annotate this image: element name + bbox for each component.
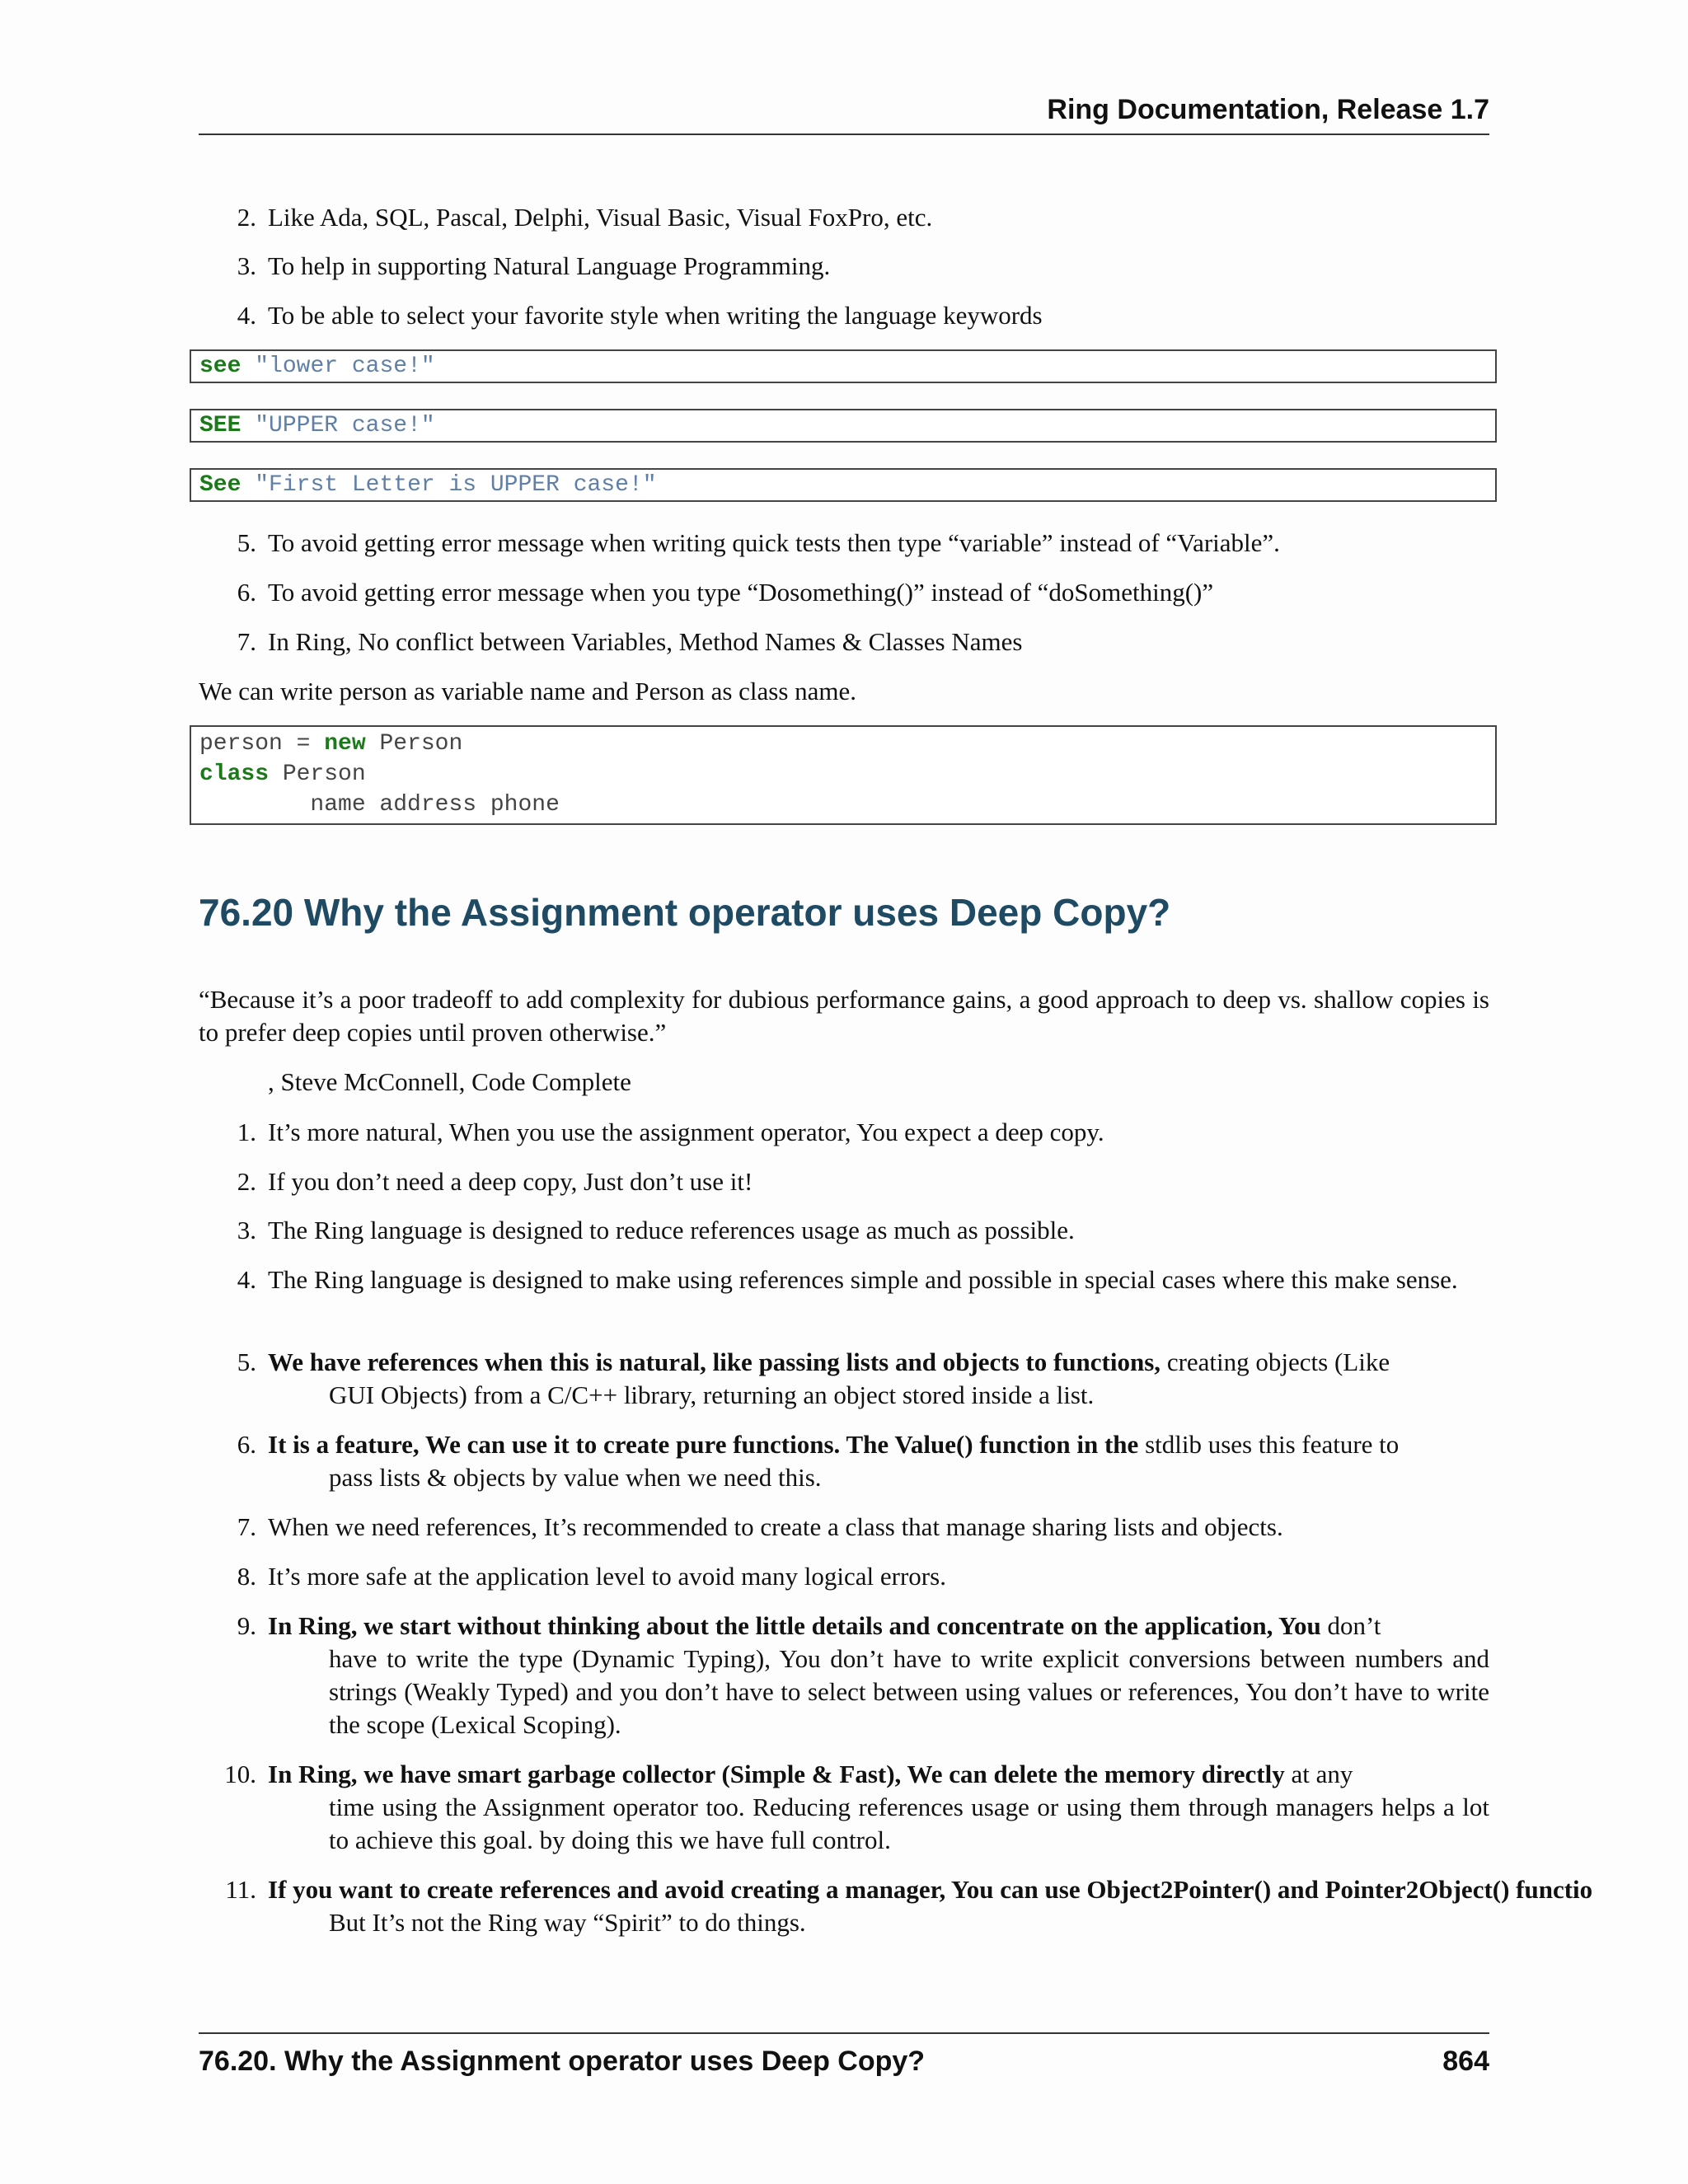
list-item-text: It’s more safe at the application level to avoid many logical errors. bbox=[268, 1562, 946, 1591]
code-keyword: See bbox=[199, 472, 241, 498]
list-item-text: When we need references, It’s recommended to create a class that manage sharing lists and objects. bbox=[268, 1512, 1283, 1541]
code-text: Person bbox=[365, 731, 463, 757]
list-item-text: stdlib uses this feature to bbox=[1138, 1430, 1400, 1459]
list-item-number: 4. bbox=[237, 1265, 256, 1294]
code-text: person = bbox=[199, 731, 325, 757]
code-keyword: class bbox=[199, 762, 270, 787]
code-text: Person bbox=[269, 762, 366, 787]
list-item-number: 7. bbox=[237, 627, 256, 656]
list-item-bold-text: We have references when this is natural, like passing lists and objects to functions, bbox=[268, 1347, 1161, 1376]
list-item-text: If you don’t need a deep copy, Just don’t use it! bbox=[268, 1167, 753, 1196]
paragraph: We can write person as variable name and Person as class name. bbox=[199, 677, 857, 705]
list-item-number: 3. bbox=[237, 1216, 256, 1244]
list-item-number: 5. bbox=[237, 528, 256, 557]
list-item-number: 11. bbox=[225, 1875, 256, 1904]
list-item-number: 9. bbox=[237, 1611, 256, 1640]
header-title: Ring Documentation, Release 1.7 bbox=[1047, 94, 1489, 125]
list-item-number: 5. bbox=[237, 1347, 256, 1376]
list-item-text: Like Ada, SQL, Pascal, Delphi, Visual Basic, Visual FoxPro, etc. bbox=[268, 203, 933, 232]
list-item-number: 3. bbox=[237, 251, 256, 280]
list-item-number: 10. bbox=[224, 1760, 256, 1788]
list-item-continuation: have to write the type (Dynamic Typing), You don’t have to write explicit conversions between numbers and strings (Weakly Typed) and you don’t have to select between using values or references, You don’t have to write the scope (Lexical Scoping). bbox=[329, 1644, 1489, 1739]
list-item-continuation: pass lists & objects by value when we need this. bbox=[329, 1463, 822, 1492]
list-item-text: The Ring language is designed to make using references simple and possible in special cases where this make sense. bbox=[268, 1265, 1458, 1294]
list-item-text: creating objects (Like bbox=[1160, 1347, 1390, 1376]
code-string: "lower case!" bbox=[255, 354, 435, 379]
list-item-text: In Ring, No conflict between Variables, Method Names & Classes Names bbox=[268, 627, 1023, 656]
code-string: "First Letter is UPPER case!" bbox=[255, 472, 657, 498]
footer-section-title: 76.20. Why the Assignment operator uses Deep Copy? bbox=[199, 2046, 926, 2077]
list-item-continuation: But It’s not the Ring way “Spirit” to do things. bbox=[329, 1908, 806, 1937]
code-text: name address phone bbox=[199, 792, 560, 818]
list-item-text: don’t bbox=[1320, 1611, 1381, 1640]
list-item-number: 6. bbox=[237, 1430, 256, 1459]
code-keyword: new bbox=[324, 731, 366, 757]
list-item-text: at any bbox=[1284, 1760, 1353, 1788]
quote: “Because it’s a poor tradeoff to add complexity for dubious performance gains, a good approach to deep vs. shallow copies is to prefer deep copies until proven otherwise.” bbox=[199, 985, 1489, 1047]
list-item-text: To avoid getting error message when writing quick tests then type “variable” instead of “Variable”. bbox=[268, 528, 1280, 557]
list-item-number: 6. bbox=[237, 578, 256, 607]
code-block bbox=[190, 409, 1497, 443]
page-number: 864 bbox=[1442, 2046, 1489, 2077]
code-block bbox=[190, 468, 1497, 502]
list-item-text: To be able to select your favorite style when writing the language keywords bbox=[268, 301, 1043, 330]
list-item-number: 7. bbox=[237, 1512, 256, 1541]
code-block bbox=[190, 349, 1497, 383]
list-item-bold-text: In Ring, we start without thinking about the little details and concentrate on the application, You bbox=[268, 1611, 1321, 1640]
list-item-bold-text: If you want to create references and avoid creating a manager, You can use Object2Pointer() and Pointer2Object() functio bbox=[268, 1875, 1593, 1904]
list-item-number: 2. bbox=[237, 1167, 256, 1196]
list-item-text: To help in supporting Natural Language Programming. bbox=[268, 251, 831, 280]
list-item-number: 8. bbox=[237, 1562, 256, 1591]
list-item-bold-text: In Ring, we have smart garbage collector (Simple & Fast), We can delete the memory directly bbox=[268, 1760, 1285, 1788]
code-string: "UPPER case!" bbox=[255, 413, 435, 438]
code-keyword: SEE bbox=[199, 413, 241, 438]
quote-attribution: , Steve McConnell, Code Complete bbox=[268, 1067, 631, 1096]
page-footer bbox=[199, 2032, 1489, 2083]
list-item-number: 1. bbox=[237, 1118, 256, 1146]
list-item-number: 4. bbox=[237, 301, 256, 330]
code-keyword: see bbox=[199, 354, 241, 379]
list-item-text: It’s more natural, When you use the assignment operator, You expect a deep copy. bbox=[268, 1118, 1104, 1146]
code-block bbox=[190, 725, 1497, 825]
list-item-bold-text: It is a feature, We can use it to create pure functions. The Value() function in the bbox=[268, 1430, 1139, 1459]
section-heading: 76.20 Why the Assignment operator uses Deep Copy? bbox=[199, 891, 1171, 934]
list-item-continuation: GUI Objects) from a C/C++ library, returning an object stored inside a list. bbox=[329, 1380, 1095, 1409]
list-item bbox=[199, 1873, 1688, 1956]
list-item-continuation: time using the Assignment operator too. Reducing references usage or using them through managers helps a lot to achieve this goal. by doing this we have full control. bbox=[329, 1793, 1489, 1854]
list-item-text: The Ring language is designed to reduce references usage as much as possible. bbox=[268, 1216, 1075, 1244]
list-item-number: 2. bbox=[237, 203, 256, 232]
list-item-text: To avoid getting error message when you type “Dosomething()” instead of “doSomething()” bbox=[268, 578, 1214, 607]
page-header bbox=[199, 92, 1489, 135]
